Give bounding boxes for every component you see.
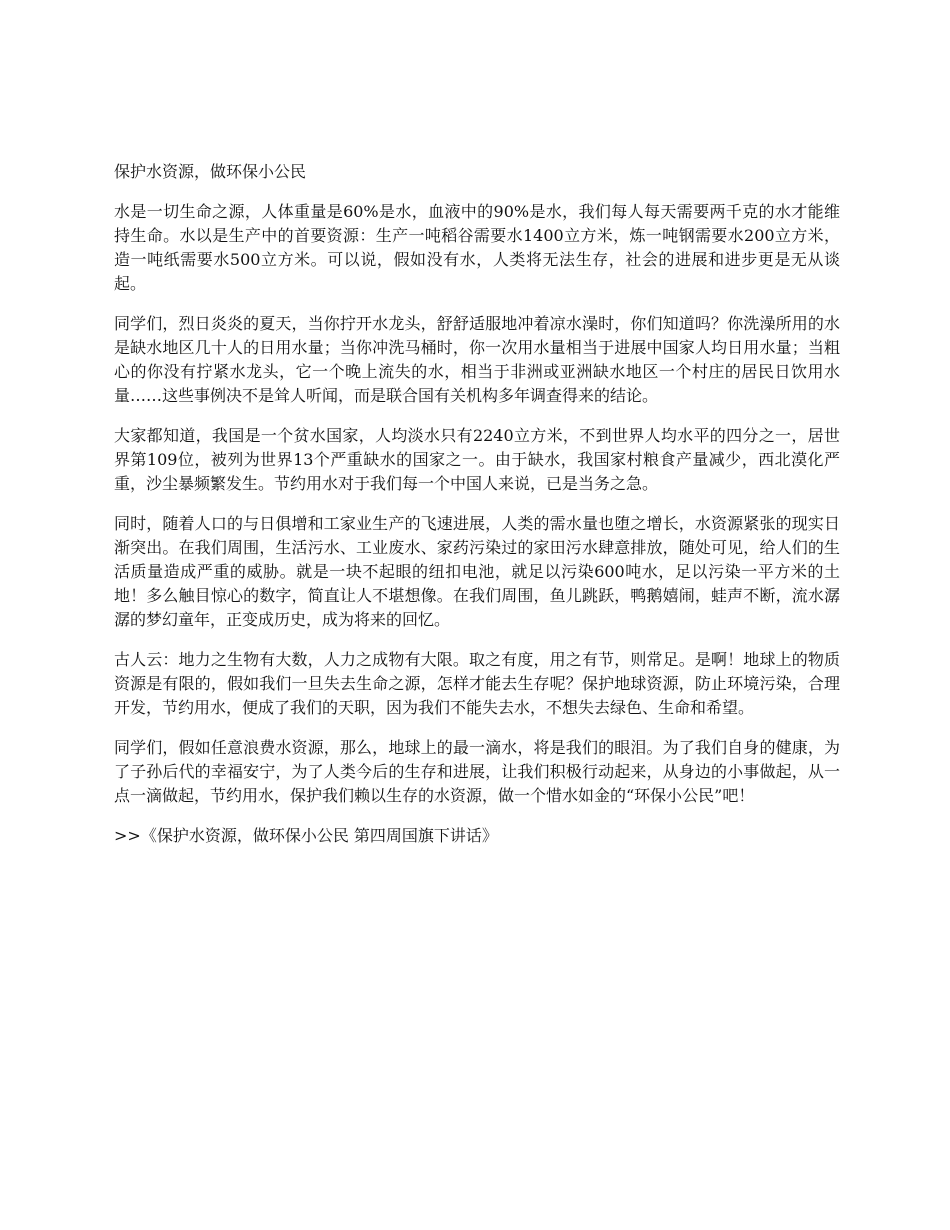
document-body xyxy=(114,160,840,848)
paragraph-1: 水是一切生命之源，人体重量是60%是水，血液中的90%是水，我们每人每天需要两千克的水才能维持生命。水以是生产中的首要资源：生产一吨稻谷需要水1400立方米，炼一吨钢需要水200立方米，造一吨纸需要水500立方米。可以说，假如没有水，人类将无法生存，社会的进展和进步更是无从谈起。 xyxy=(114,202,840,293)
document-title: 保护水资源，做环保小公民 xyxy=(114,162,307,181)
paragraph-2: 同学们，烈日炎炎的夏天，当你拧开水龙头，舒舒适服地冲着凉水澡时，你们知道吗？你洗澡所用的水是缺水地区几十人的日用水量；当你冲洗马桶时，你一次用水量相当于进展中国家人均日用水量；当粗心的你没有拧紧水龙头，它一个晚上流失的水，相当于非洲或亚洲缺水地区一个村庄的居民日饮用水量……这些事例决不是耸人听闻，而是联合国有关机构多年调查得来的结论。 xyxy=(114,314,840,405)
related-article-link[interactable]: >>《保护水资源，做环保小公民 第四周国旗下讲话》 xyxy=(114,826,498,845)
paragraph-5: 古人云：地力之生物有大数，人力之成物有大限。取之有度，用之有节，则常足。是啊！地球上的物质资源是有限的，假如我们一旦失去生命之源，怎样才能去生存呢？保护地球资源，防止环境污染，合理开发，节约用水，便成了我们的天职，因为我们不能失去水，不想失去绿色、生命和希望。 xyxy=(114,650,840,717)
paragraph-4: 同时，随着人口的与日俱增和工家业生产的飞速进展，人类的需水量也堕之增长，水资源紧张的现实日渐突出。在我们周围，生活污水、工业废水、家药污染过的家田污水肆意排放，随处可见，给人们的生活质量造成严重的威胁。就是一块不起眼的纽扣电池，就足以污染600吨水，足以污染一平方米的土地！多么触目惊心的数字，简直让人不堪想像。在我们周围，鱼儿跳跃，鸭鹅嬉闹，蛙声不断，流水潺潺的梦幻童年，正变成历史，成为将来的回忆。 xyxy=(114,514,840,629)
paragraph-3: 大家都知道，我国是一个贫水国家，人均淡水只有2240立方米，不到世界人均水平的四分之一，居世界第109位，被列为世界13个严重缺水的国家之一。由于缺水，我国家村粮食产量减少，西北漠化严重，沙尘暴频繁发生。节约用水对于我们每一个中国人来说，已是当务之急。 xyxy=(114,426,840,493)
paragraph-6: 同学们，假如任意浪费水资源，那么，地球上的最一滴水，将是我们的眼泪。为了我们自身的健康，为了子孙后代的幸福安宁，为了人类今后的生存和进展，让我们积极行动起来，从身边的小事做起，从一点一滴做起，节约用水，保护我们赖以生存的水资源，做一个惜水如金的“环保小公民”吧！ xyxy=(114,738,840,805)
